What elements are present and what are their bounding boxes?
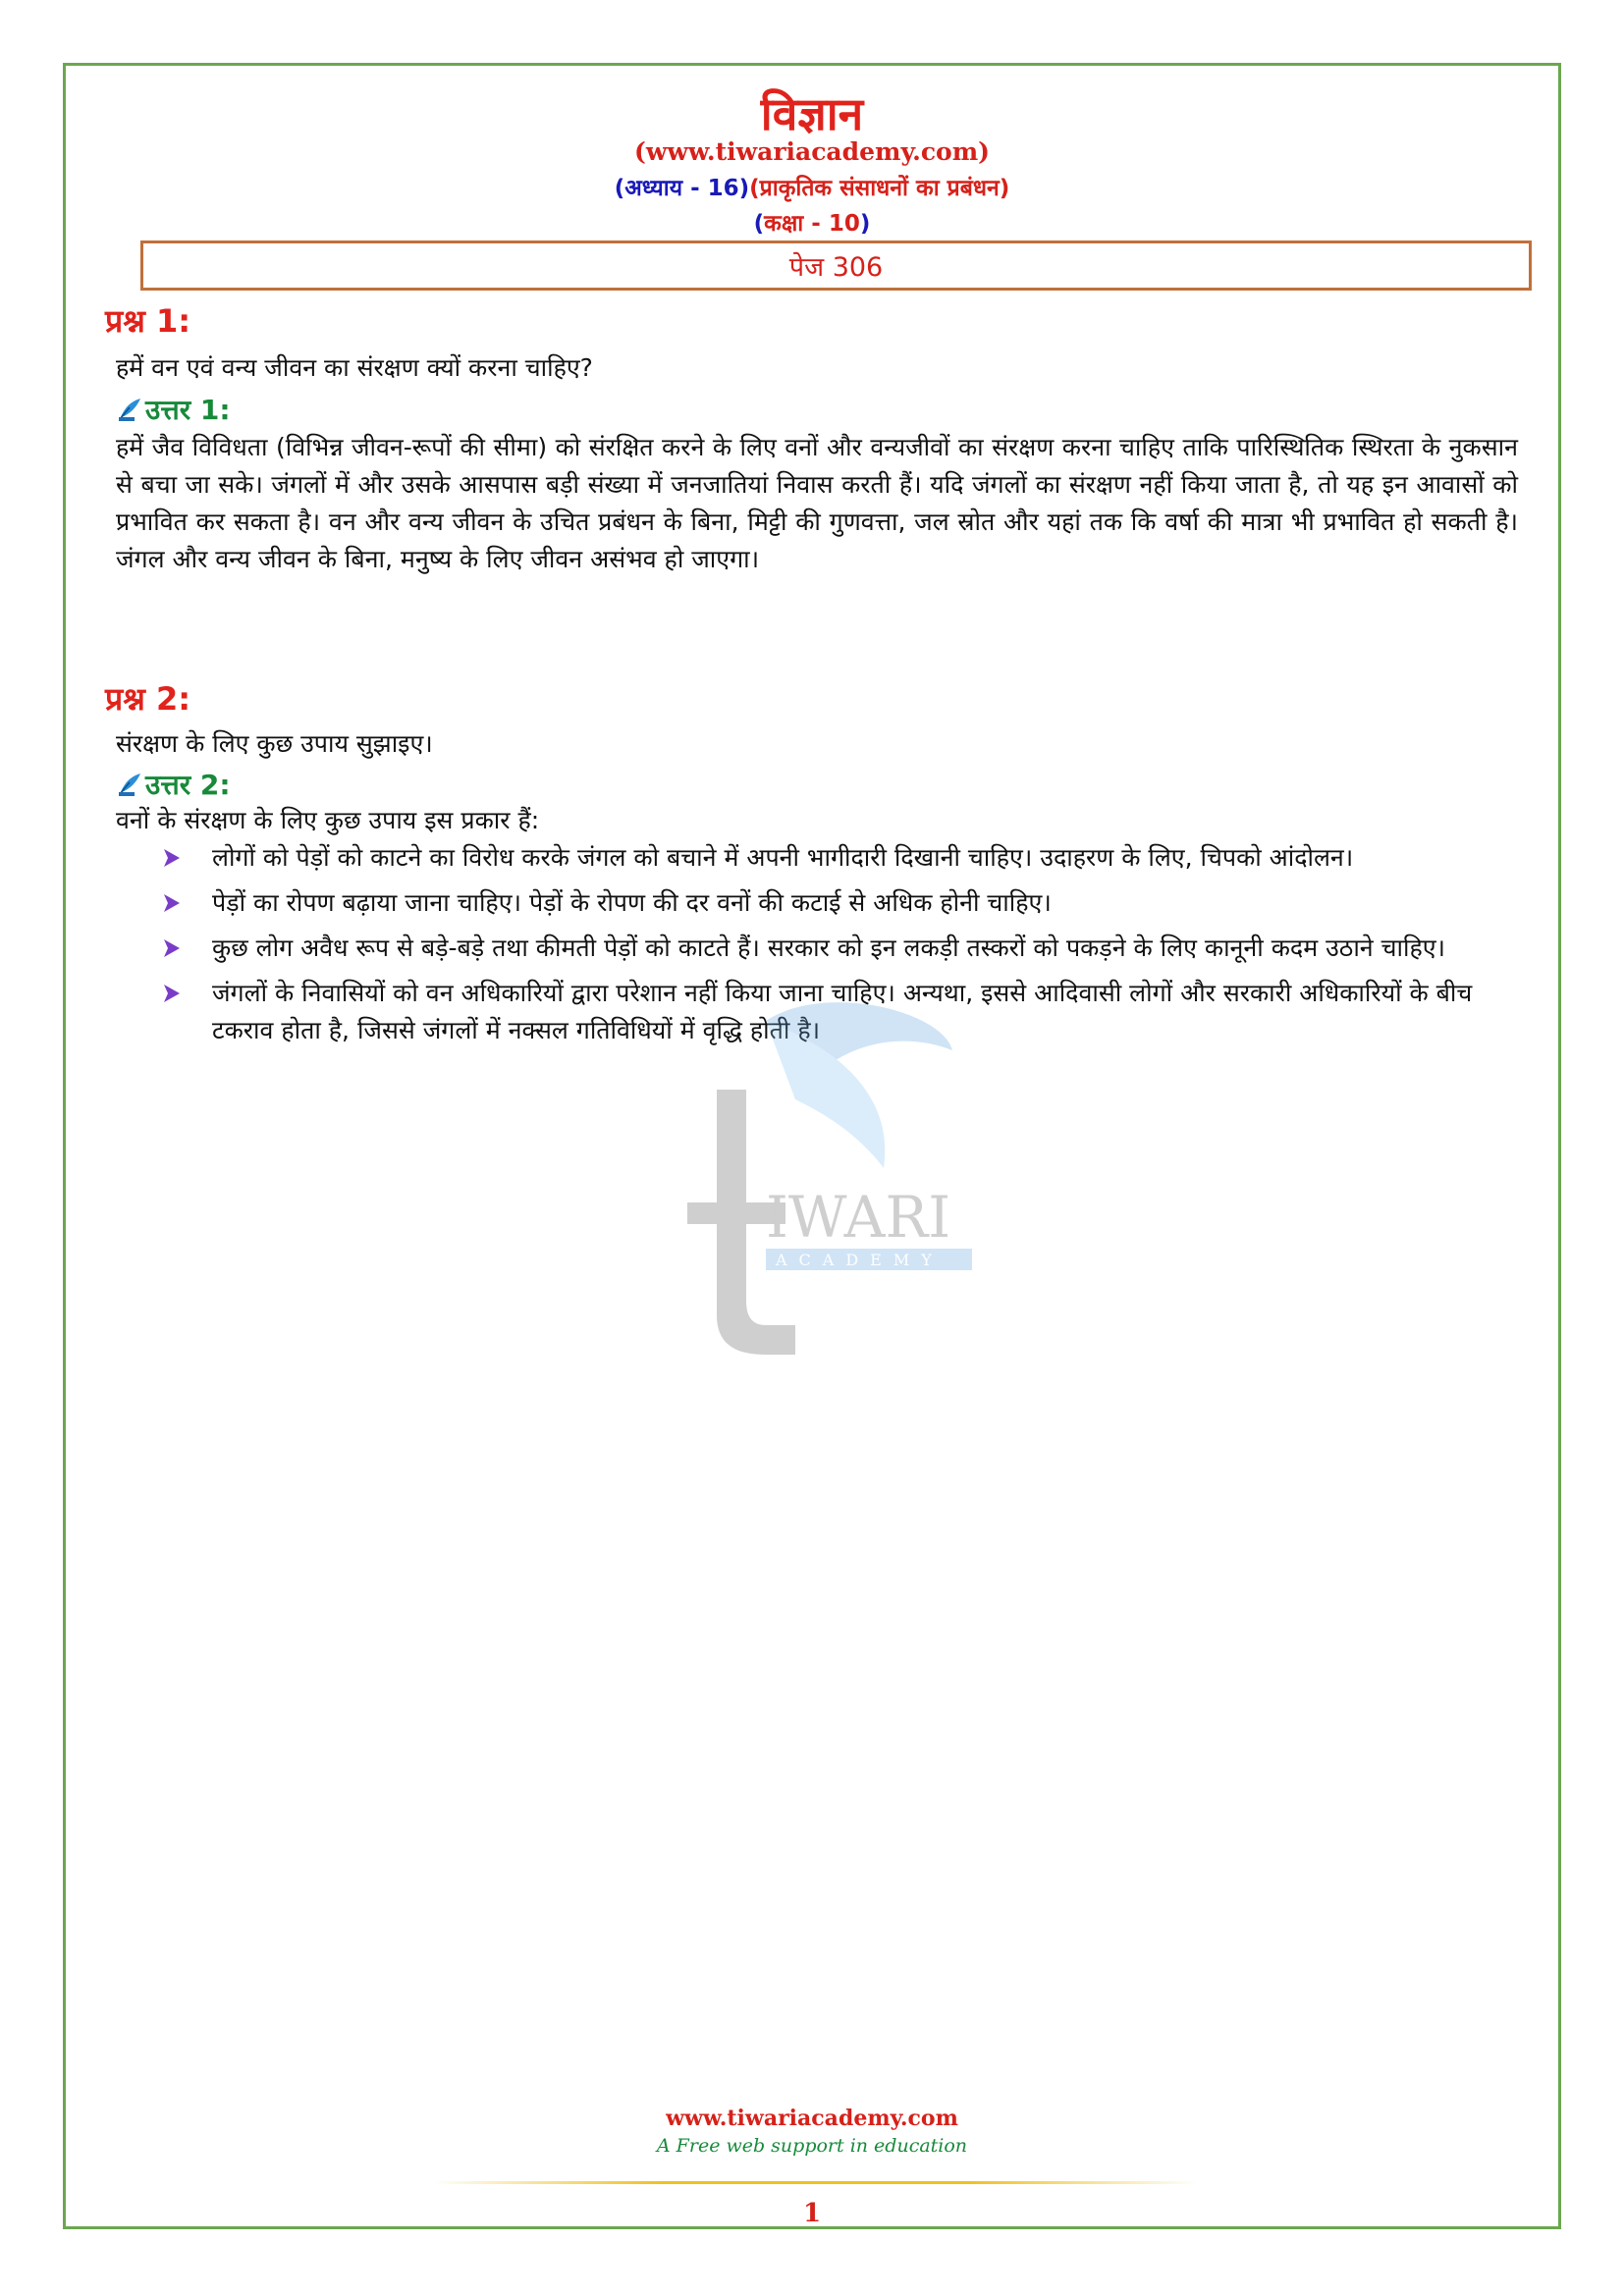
answer-1-text: हमें जैव विविधता (विभिन्न जीवन-रूपों की सीमा) को संरक्षित करने के लिए वनों और वन्यजीवों का संरक्षण करना चाहिए ताकि पारिस्थितिक स्थिरता के नुकसान से बचा जा सके। जंगलों में और उसके आसपास बड़ी संख्या में जनजातियां निवास करती हैं। यदि जंगलों का संरक्षण नहीं किया जाता है, तो यह इन आवासों को प्रभावित कर सकता है। वन और वन्य जीवन के उचित प्रबंधन के बिना, मिट्टी की गुणवत्ता, जल स्रोत और यहां तक कि वर्षा की मात्रा भी प्रभावित हो सकती है। जंगल और वन्य जीवन के बिना, मनुष्य के लिए जीवन असंभव हो जाएगा।: [116, 433, 1518, 573]
tiwari-academy-watermark: [648, 991, 982, 1384]
class-open-paren: (: [753, 211, 765, 237]
answer-1-heading: [116, 391, 231, 428]
header-website: (www.tiwariacademy.com): [633, 137, 990, 166]
class-close-paren: ): [859, 211, 871, 237]
list-item: [163, 839, 1518, 877]
page-number-box: [140, 240, 1532, 291]
question-2-label: प्रश्न 2:: [105, 680, 191, 718]
arrow-bullet-icon: [163, 848, 181, 868]
list-item-text: लोगों को पेड़ों को काटने का विरोध करके जंगल को बचाने में अपनी भागीदारी दिखानी चाहिए। उदाहरण के लिए, चिपको आंदोलन।: [212, 843, 1354, 872]
footer-divider: [432, 2181, 1198, 2184]
arrow-bullet-icon: [163, 938, 181, 958]
question-2-text: संरक्षण के लिए कुछ उपाय सुझाइए।: [116, 729, 433, 758]
list-item: [163, 930, 1518, 967]
watermark-sub: ACADEMY: [776, 1251, 944, 1269]
answer-2-label: उत्तर 2:: [145, 769, 231, 801]
page-number: 1: [802, 2199, 822, 2228]
list-item-text: जंगलों के निवासियों को वन अधिकारियों द्वारा परेशान नहीं किया जाना चाहिए। अन्यथा, इससे आदिवासी लोगों और सरकारी अधिकारियों के बीच टकराव होता है, जिससे जंगलों में नक्सल गतिविधियों में वृद्धि होती है।: [212, 979, 1473, 1044]
class-label: कक्षा - 10: [764, 211, 860, 237]
answer-2-intro: वनों के संरक्षण के लिए कुछ उपाय इस प्रकार हैं:: [116, 806, 540, 834]
list-item-text: पेड़ों का रोपण बढ़ाया जाना चाहिए। पेड़ों के रोपण की दर वनों की कटाई से अधिक होनी चाहिए।: [212, 888, 1052, 917]
arrow-bullet-icon: [163, 893, 181, 913]
quill-icon: [116, 396, 143, 423]
watermark-word: IWARI: [766, 1184, 951, 1251]
list-item: [163, 884, 1518, 922]
footer-website[interactable]: www.tiwariacademy.com: [666, 2106, 958, 2131]
page-label: पेज 306: [788, 252, 884, 283]
class-heading: [0, 206, 1624, 238]
question-1-text: हमें वन एवं वन्य जीवन का संरक्षण क्यों करना चाहिए?: [116, 353, 593, 382]
subject-title: विज्ञान: [760, 87, 864, 140]
answer-1-label: उत्तर 1:: [145, 394, 231, 426]
quill-icon: [116, 771, 143, 798]
chapter-title: (प्राकृतिक संसाधनों का प्रबंधन): [749, 176, 1010, 201]
list-item-text: कुछ लोग अवैध रूप से बड़े-बड़े तथा कीमती पेड़ों को काटते हैं। सरकार को इन लकड़ी तस्करों को पकड़ने के लिए कानूनी कदम उठाने चाहिए।: [212, 934, 1446, 962]
chapter-number: (अध्याय - 16): [614, 176, 750, 201]
footer-tagline: A Free web support in education: [656, 2135, 968, 2157]
answer-2-heading: [116, 766, 231, 803]
arrow-bullet-icon: [163, 984, 181, 1003]
chapter-heading: [0, 171, 1624, 202]
question-1-label: प्रश्न 1:: [105, 302, 191, 340]
